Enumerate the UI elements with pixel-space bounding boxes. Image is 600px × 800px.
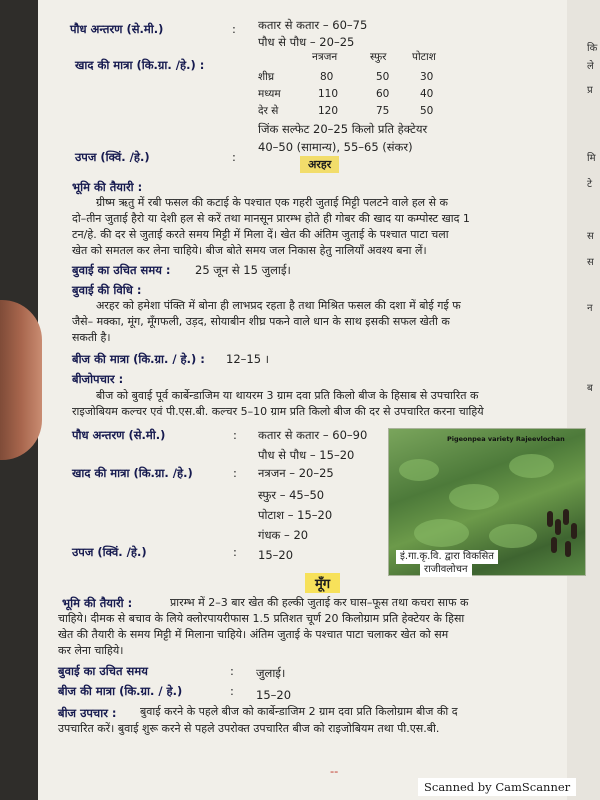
arhar-land-line: खेत को समतल कर लेना चाहिये। बीज बोते समय जल निकास हेतु नालियाँ अवश्य बना लें। [72,244,427,257]
fert-cell: 40 [420,88,434,100]
pigeonpea-pods [545,507,579,567]
arhar-method-line: अरहर को हमेशा पंक्ति में बोना ही लाभप्रद रहता है तथा मिश्रित फसल की दशा में बोई गई फ [96,299,461,312]
spacing-label: पौध अन्तरण (से.मी.) [70,22,164,36]
fert-cell: 80 [320,71,334,83]
moong-land-line: कर लेना चाहिये। [58,644,124,657]
fert-cell: 75 [376,105,390,117]
colon: : [230,684,234,698]
fertilizer-label: खाद की मात्रा (कि.ग्रा. /हे.) : [75,58,205,72]
moong-sowing-time-label: बुवाई का उचित समय [58,664,148,678]
moong-treat-label: बीज उपचार : [58,706,117,720]
moong-seed-label: बीज की मात्रा (कि.ग्रा. / हे.) [58,684,183,698]
fert-cell: 50 [420,105,434,117]
arhar-land-line: टन/हे. की दर से जुताई करते समय मिट्टी में मिला दें। खेत की अंतिम जुताई के पश्चात पाटा चला [72,228,449,241]
arhar-sowing-time-value: 25 जून से 15 जुलाई। [195,263,291,277]
arhar-sowing-method-label: बुवाई की विधि : [72,283,142,297]
page-mark: -- [330,764,339,778]
edge-glyph: न [587,303,593,314]
moong-seed-value: 15–20 [256,688,292,702]
arhar-sowing-time-label: बुवाई का उचित समय : [72,263,171,277]
arhar-fert-item: पोटाश – 15–20 [258,508,333,522]
thumb-finger [0,300,42,460]
arhar-fertilizer-label: खाद की मात्रा (कि.ग्रा. /हे.) [72,466,193,480]
edge-glyph: मि [587,153,596,164]
fert-row-name: मध्यम [258,88,281,100]
arhar-fert-item: नत्रजन – 20–25 [258,466,334,480]
colon: : [233,428,237,442]
colon: : [230,664,234,678]
arhar-seed-label: बीज की मात्रा (कि.ग्रा. / हे.) : [72,352,205,366]
arhar-yield-label: उपज (क्विं. /हे.) [72,545,147,559]
fert-header-k: पोटाश [412,51,436,63]
camscanner-watermark: Scanned by CamScanner [418,778,576,796]
photo-label-variety: राजीवलोचन [420,563,472,577]
photo-caption: Pigeonpea variety Rajeevlochan [447,435,565,443]
arhar-seed-value: 12–15 । [226,352,270,366]
colon: : [233,545,237,559]
spacing-row: कतार से कतार – 60–75 [258,18,368,32]
fert-row-name: देर से [258,105,279,117]
yield-label: उपज (क्विं. /हे.) [75,150,150,164]
edge-glyph: प्र [587,85,593,96]
edge-glyph: स [587,257,594,268]
fert-cell: 110 [318,88,339,100]
fert-cell: 120 [318,105,339,117]
arhar-fert-item: स्फुर – 45–50 [258,488,325,502]
zinc-note: जिंक सल्फेट 20–25 किलो प्रति हेक्टेयर [258,122,428,136]
photo-label-institute: इं.गा.कृ.वि. द्वारा विकसित [396,550,498,564]
edge-glyph: टे [587,179,593,190]
arhar-spacing-plant: पौध से पौध – 15–20 [258,448,355,462]
fert-cell: 30 [420,71,434,83]
moong-treat-line: उपचारित करें। बुवाई शुरू करने से पहले उपरोक्त उपचारित बीज को राइजोबियम तथा पी.एस.बी. [58,722,440,735]
arhar-land-line: दो–तीन जुताई हैरो या देशी हल से करें तथा मानसून प्रारम्भ होते ही गोबर की खाद या कम्पोस्ट खाद 1 [72,212,470,225]
moong-land-line: खेत की तैयारी के समय मिट्टी में मिलाना चाहिये। अंतिम जुताई के पश्चात पाटा चलाकर खेत को सम [58,628,449,641]
arhar-method-line: जैसे– मक्का, मूंग, मूँगफली, उड़द, सोयाबीन शीघ्र पकने वाले धान के साथ इसकी सफल खेती क [72,315,450,328]
moong-land-line: प्रारम्भ में 2–3 बार खेत की हल्की जुताई कर घास–फूस तथा कचरा साफ क [170,596,469,609]
arhar-land-label: भूमि की तैयारी : [72,180,143,194]
colon: : [232,150,236,164]
colon: : [232,22,236,36]
moong-land-label: भूमि की तैयारी : [62,596,133,610]
fert-row-name: शीघ्र [258,71,275,83]
arhar-spacing-label: पौध अन्तरण (से.मी.) [72,428,166,442]
spacing-plant: पौध से पौध – 20–25 [258,35,355,49]
section-title-arhar: अरहर [300,156,339,173]
arhar-treat-line: राइजोबियम कल्चर एवं पी.एस.बी. कल्चर 5–10 ग्राम प्रति किलो बीज की दर से उपचारित करना चाहिये [72,405,484,418]
fert-cell: 50 [376,71,390,83]
colon: : [233,466,237,480]
arhar-spacing-row: कतार से कतार – 60–90 [258,428,368,442]
fert-header-p: स्फुर [370,51,387,63]
arhar-fert-item: गंधक – 20 [258,528,309,542]
section-title-moong: मूँग [305,573,340,593]
fert-header-n: नत्रजन [312,51,338,63]
moong-treat-line: बुवाई करने के पहले बीज को कार्बेन्डाजिम 2 ग्राम दवा प्रति किलोग्राम बीज की द [140,705,458,718]
edge-glyph: ले [587,61,594,72]
moong-sowing-time-value: जुलाई। [256,666,286,680]
edge-glyph: ब [587,383,593,394]
edge-glyph: कि [587,43,598,54]
fert-cell: 60 [376,88,390,100]
arhar-yield-value: 15–20 [258,548,294,562]
moong-land-line: चाहिये। दीमक से बचाव के लिये क्लोरपायरीफास 1.5 प्रतिशत चूर्ण 20 किलोग्राम प्रति हेक्टेयर के हिसा [58,612,465,625]
next-page-edge [567,0,600,800]
yield-value: 40–50 (सामान्य), 55–65 (संकर) [258,140,413,154]
arhar-treat-label: बीजोपचार : [72,372,124,386]
arhar-land-line: ग्रीष्म ऋतु में रबी फसल की कटाई के पश्चात एक गहरी जुताई मिट्टी पलटने वाले हल से क [96,196,449,209]
arhar-treat-line: बीज को बुवाई पूर्व कार्बेन्डाजिम या थायरम 3 ग्राम दवा प्रति किलो बीज के हिसाब से उपचारित क [96,389,479,402]
arhar-method-line: सकती है। [72,331,111,344]
edge-glyph: स [587,231,594,242]
